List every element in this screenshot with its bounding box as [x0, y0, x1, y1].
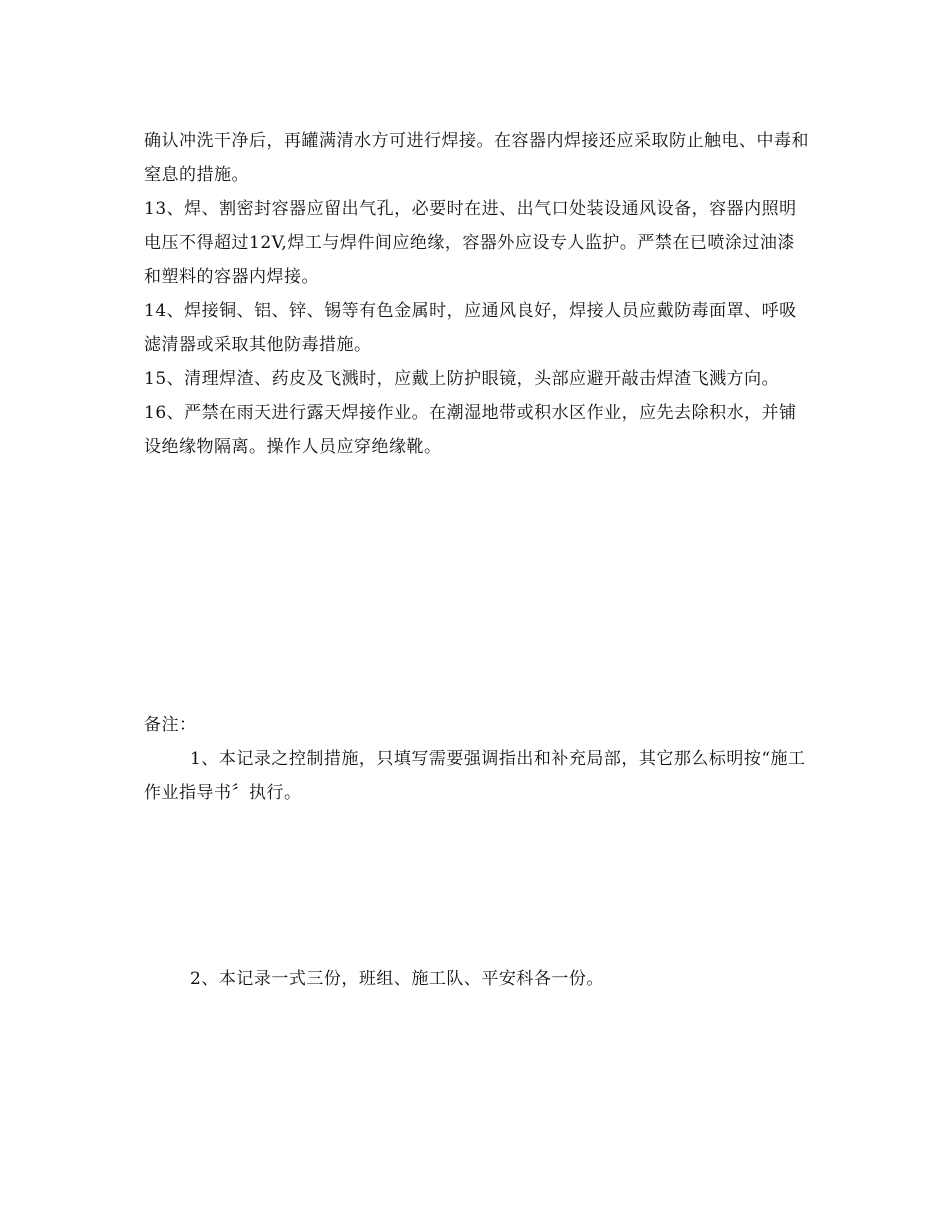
remark-note-1-text: 1、本记录之控制措施，只填写需要强调指出和补充局部，其它那么标明按“施工作业指导书〞执行。 [144, 749, 806, 803]
item-14-paragraph: 14、焊接铜、铝、锌、锡等有色金属时，应通风良好，焊接人员应戴防毒面罩、呼吸滤清器或采取其他防毒措施。 [144, 301, 797, 355]
item-15-paragraph: 15、清理焊渣、药皮及飞溅时，应戴上防护眼镜，头部应避开敲击焊渣飞溅方向。 [144, 369, 780, 389]
remark-note-2 [144, 962, 809, 996]
item-16-paragraph: 16、严禁在雨天进行露天焊接作业。在潮湿地带或积水区作业，应先去除积水，并铺设绝缘物隔离。操作人员应穿绝缘靴。 [144, 403, 797, 457]
remarks-heading [144, 708, 809, 742]
safety-measures-content [144, 124, 809, 464]
continuation-paragraph: 确认冲洗干净后，再罐满清水方可进行焊接。在容器内焊接还应采取防止触电、中毒和窒息的措施。 [144, 131, 809, 185]
remark-note-1 [144, 742, 809, 810]
remark-note-2-text: 2、本记录一式三份，班组、施工队、平安科各一份。 [190, 969, 604, 989]
item-13-paragraph: 13、焊、割密封容器应留出气孔，必要时在进、出气口处装设通风设备，容器内照明电压不得超过12V,焊工与焊件间应绝缘，容器外应设专人监护。严禁在已喷涂过油漆和塑料的容器内焊接。 [144, 199, 797, 287]
remarks-title: 备注： [144, 715, 197, 735]
